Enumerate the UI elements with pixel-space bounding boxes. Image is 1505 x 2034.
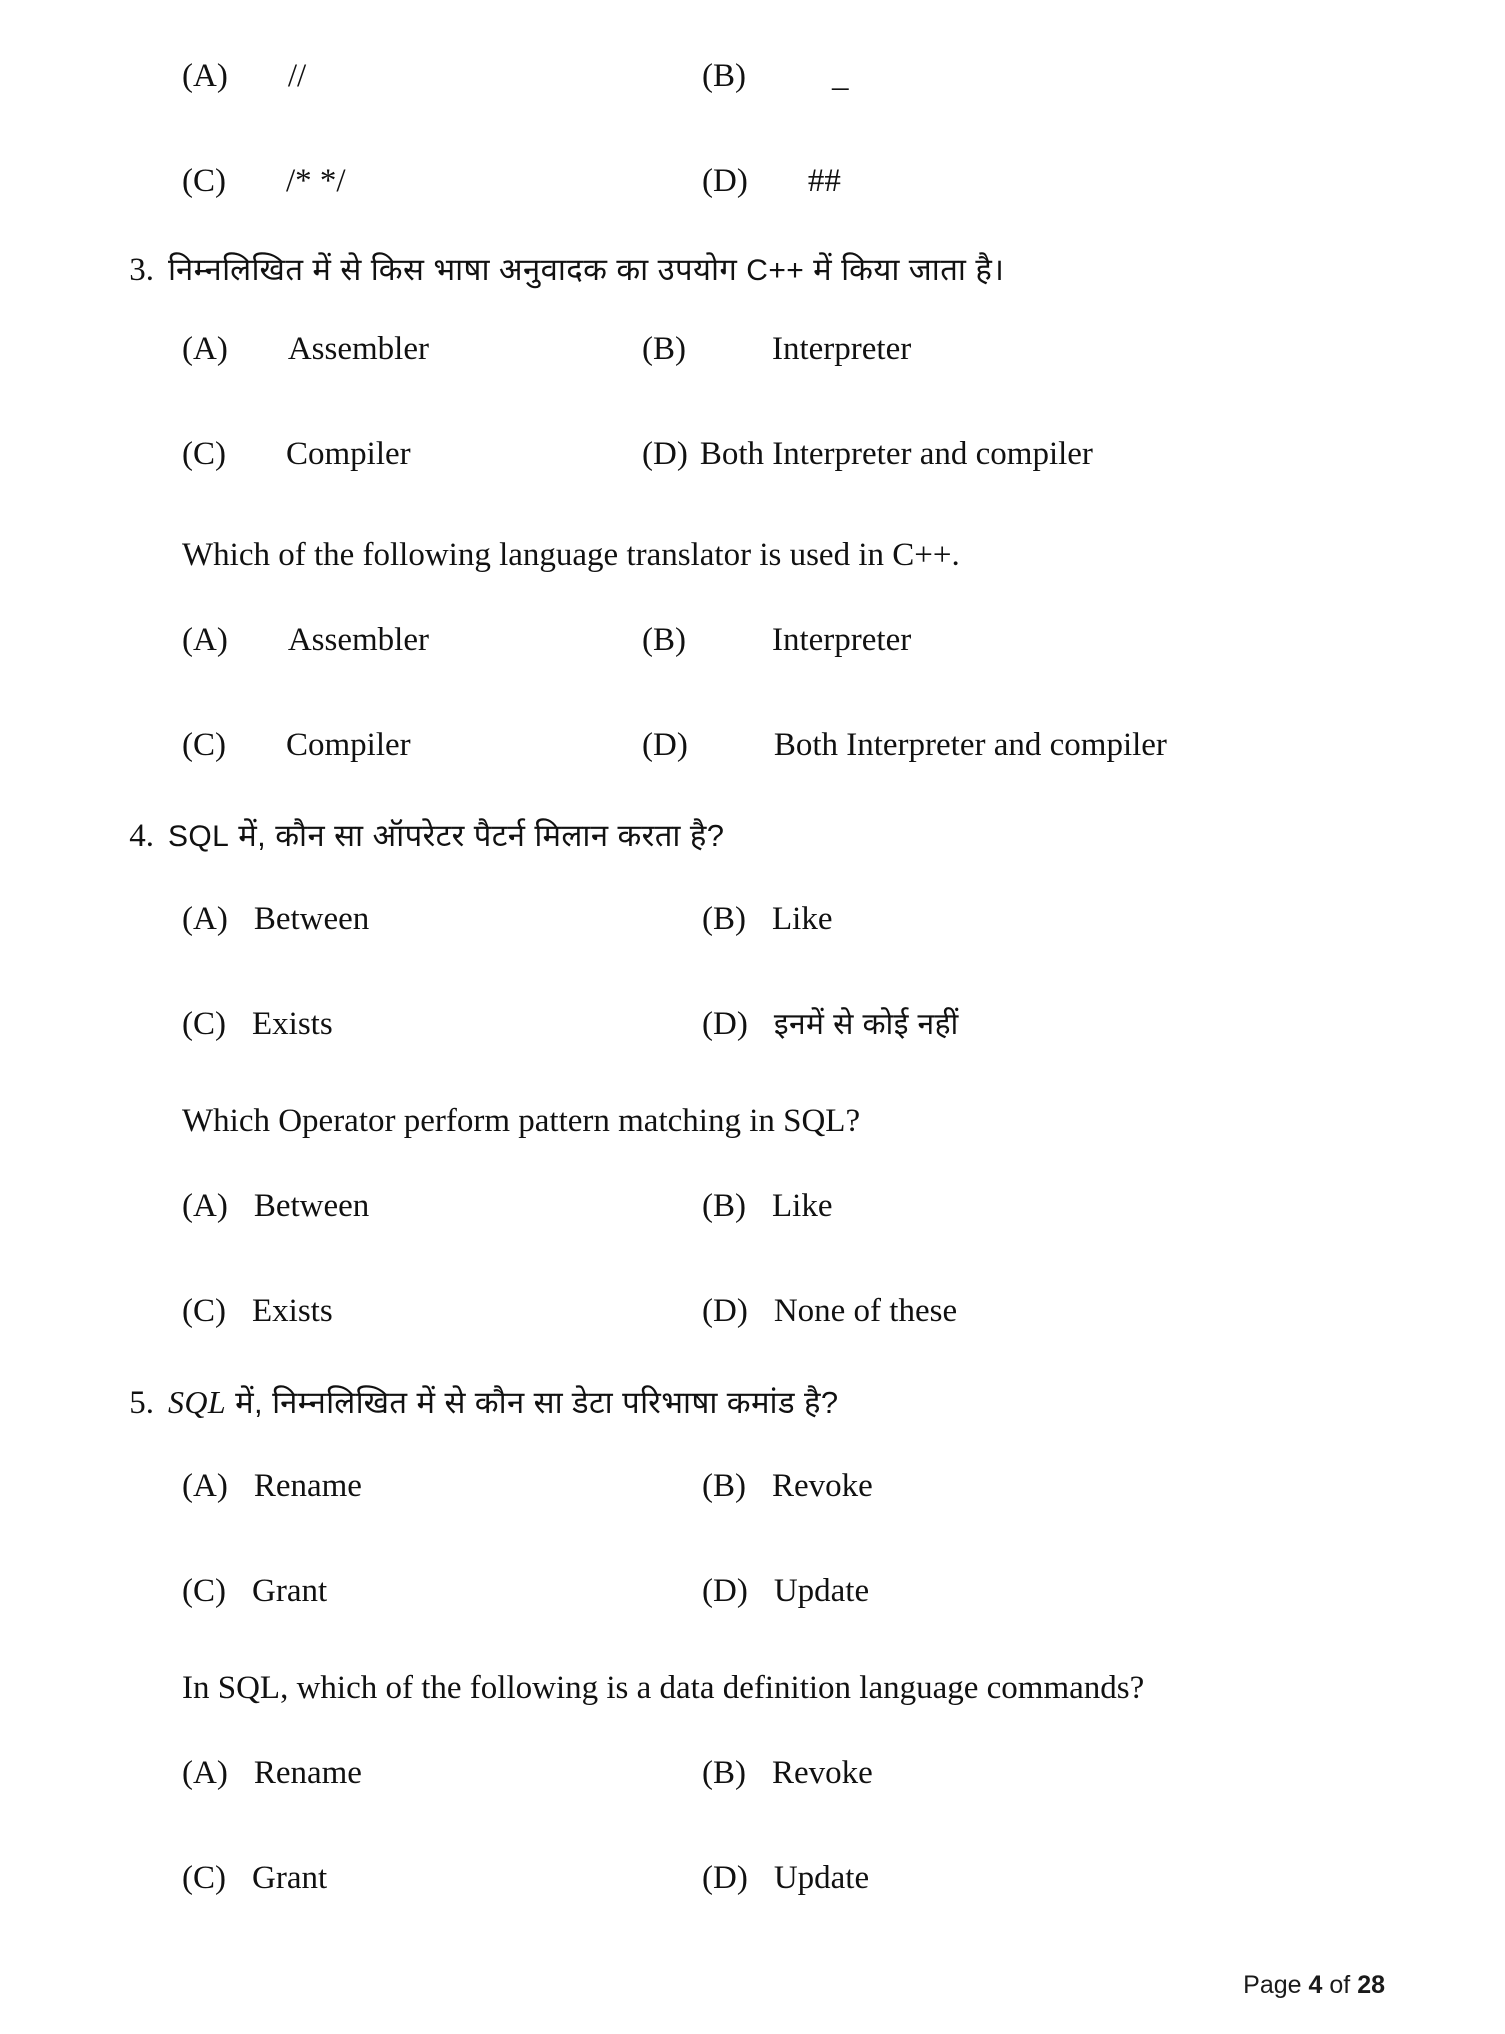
spacer bbox=[120, 366, 1385, 438]
option-a-tag: (A) bbox=[182, 58, 228, 94]
option-b-text: Interpreter bbox=[772, 622, 912, 658]
spacer bbox=[120, 1041, 1385, 1103]
q5-option-b[interactable] bbox=[702, 1470, 873, 1503]
option-b-tag: (B) bbox=[702, 1188, 746, 1224]
question-3-number: 3. bbox=[129, 252, 154, 288]
question-5-hindi-text bbox=[168, 1386, 838, 1418]
option-a-text: Rename bbox=[253, 1755, 362, 1791]
option-a-tag: (A) bbox=[182, 1188, 228, 1224]
q4-english-option-row-cd bbox=[182, 1295, 1385, 1328]
question-4-hindi-stem bbox=[120, 820, 1385, 853]
hindi-stem-pre: निम्नलिखित में से किस भाषा अनुवादक का उपयोग bbox=[168, 252, 747, 287]
option-d-text: Both Interpreter and compiler bbox=[699, 436, 1093, 472]
option-d-tag: (D) bbox=[702, 1006, 748, 1042]
q5-option-a[interactable] bbox=[182, 1470, 702, 1503]
q4-option-b[interactable] bbox=[702, 903, 832, 936]
question-3-english-stem: Which of the following language translator is used in C++. bbox=[182, 537, 960, 573]
q5-en-option-c[interactable] bbox=[182, 1862, 702, 1895]
spacer bbox=[120, 93, 1385, 165]
question-5 bbox=[120, 1386, 1385, 1895]
question-3-hindi-stem bbox=[120, 254, 1385, 287]
option-d-text: Both Interpreter and compiler bbox=[773, 727, 1167, 763]
q3-en-option-a[interactable] bbox=[182, 624, 642, 657]
q3-option-c[interactable] bbox=[182, 438, 642, 471]
q4-en-option-c[interactable] bbox=[182, 1295, 702, 1328]
question-5-number: 5. bbox=[129, 1385, 154, 1421]
option-d-text: ## bbox=[807, 163, 841, 199]
option-c-tag: (C) bbox=[182, 1293, 226, 1329]
spacer bbox=[120, 1140, 1385, 1190]
carryover-options-block bbox=[120, 60, 1385, 198]
option-c-tag: (C) bbox=[182, 1860, 226, 1896]
spacer bbox=[120, 1420, 1385, 1470]
option-c-text: Compiler bbox=[286, 436, 411, 472]
option-b-tag: (B) bbox=[702, 58, 746, 94]
option-c-text: Grant bbox=[252, 1573, 328, 1609]
option-a-text: Between bbox=[253, 1188, 370, 1224]
option-c-text: Exists bbox=[252, 1006, 333, 1042]
spacer bbox=[120, 657, 1385, 729]
option-a-text: Assembler bbox=[287, 622, 429, 658]
hindi-stem-latin: SQL bbox=[168, 1384, 227, 1420]
q5-english-option-row-ab bbox=[182, 1757, 1385, 1790]
footer-prefix: Page bbox=[1243, 1971, 1302, 1999]
question-4-hindi-text bbox=[168, 820, 724, 852]
option-a[interactable] bbox=[182, 60, 702, 93]
option-b-text: Like bbox=[772, 1188, 833, 1224]
option-b-text: Revoke bbox=[772, 1468, 873, 1504]
option-a-tag: (A) bbox=[182, 331, 228, 367]
option-c-tag: (C) bbox=[182, 436, 226, 472]
option-a-text: Rename bbox=[253, 1468, 362, 1504]
q3-english-option-row-ab bbox=[182, 624, 1385, 657]
hindi-stem-latin: C++ bbox=[746, 254, 805, 287]
question-5-english-stem: In SQL, which of the following is a data definition language commands? bbox=[182, 1670, 1145, 1706]
option-c-tag: (C) bbox=[182, 1006, 226, 1042]
option-d-text: None of these bbox=[773, 1293, 958, 1329]
option-b-tag: (B) bbox=[702, 1755, 746, 1791]
q4-hindi-option-row-ab bbox=[182, 903, 1385, 936]
option-c[interactable] bbox=[182, 165, 702, 198]
option-c-tag: (C) bbox=[182, 1573, 226, 1609]
option-a-tag: (A) bbox=[182, 1468, 228, 1504]
option-c-tag: (C) bbox=[182, 727, 226, 763]
q4-en-option-a[interactable] bbox=[182, 1190, 702, 1223]
q4-hindi-option-row-cd bbox=[182, 1008, 1385, 1041]
q3-english-option-row-cd bbox=[182, 729, 1385, 762]
question-3 bbox=[120, 254, 1385, 762]
option-c-text: /* */ bbox=[286, 163, 346, 199]
hindi-stem-post: में, कौन सा ऑपरेटर पैटर्न मिलान करता है? bbox=[229, 818, 725, 853]
q3-en-option-b[interactable] bbox=[642, 624, 911, 657]
q5-en-option-b[interactable] bbox=[702, 1757, 873, 1790]
option-d[interactable] bbox=[702, 165, 841, 198]
option-b-tag: (B) bbox=[642, 622, 686, 658]
option-a-tag: (A) bbox=[182, 622, 228, 658]
option-b-text: _ bbox=[832, 58, 849, 94]
q4-option-c[interactable] bbox=[182, 1008, 702, 1041]
option-d-tag: (D) bbox=[702, 163, 748, 199]
option-b-text: Like bbox=[772, 901, 833, 937]
option-d-tag: (D) bbox=[642, 727, 688, 763]
q3-option-a[interactable] bbox=[182, 333, 642, 366]
footer-middle: of bbox=[1329, 1971, 1351, 1999]
q3-option-d[interactable] bbox=[642, 438, 1093, 471]
q4-option-d[interactable] bbox=[702, 1008, 959, 1041]
q5-english-option-row-cd bbox=[182, 1862, 1385, 1895]
option-d-text: Update bbox=[773, 1860, 870, 1896]
option-c-text: Exists bbox=[252, 1293, 333, 1329]
option-a-text: Between bbox=[253, 901, 370, 937]
q5-option-d[interactable] bbox=[702, 1575, 869, 1608]
option-a-text: // bbox=[287, 58, 307, 94]
option-d-tag: (D) bbox=[702, 1860, 748, 1896]
option-row-ab bbox=[182, 60, 1385, 93]
option-d-text: इनमें से कोई नहीं bbox=[773, 1008, 959, 1041]
q4-option-a[interactable] bbox=[182, 903, 702, 936]
question-3-hindi-text bbox=[168, 254, 1004, 286]
spacer bbox=[120, 471, 1385, 537]
q3-option-b[interactable] bbox=[642, 333, 911, 366]
q3-en-option-d[interactable] bbox=[642, 729, 1167, 762]
option-b-tag: (B) bbox=[642, 331, 686, 367]
footer-total-pages: 28 bbox=[1357, 1971, 1385, 1999]
q5-hindi-option-row-cd bbox=[182, 1575, 1385, 1608]
spacer bbox=[120, 1503, 1385, 1575]
option-b-tag: (B) bbox=[702, 901, 746, 937]
q3-hindi-option-row-cd bbox=[182, 438, 1385, 471]
option-c-text: Compiler bbox=[286, 727, 411, 763]
spacer bbox=[120, 574, 1385, 624]
option-b-tag: (B) bbox=[702, 1468, 746, 1504]
hindi-stem-latin: SQL bbox=[168, 820, 230, 853]
option-d-tag: (D) bbox=[702, 1293, 748, 1329]
option-c-text: Grant bbox=[252, 1860, 328, 1896]
question-4 bbox=[120, 820, 1385, 1328]
q5-option-c[interactable] bbox=[182, 1575, 702, 1608]
hindi-stem-post: में किया जाता है। bbox=[804, 252, 1005, 287]
spacer bbox=[120, 287, 1385, 333]
option-b[interactable] bbox=[702, 60, 849, 93]
q5-en-option-d[interactable] bbox=[702, 1862, 869, 1895]
spacer bbox=[120, 1707, 1385, 1757]
option-a-text: Assembler bbox=[287, 331, 429, 367]
option-d-tag: (D) bbox=[702, 1573, 748, 1609]
footer-page-number: 4 bbox=[1308, 1971, 1323, 1999]
option-c-tag: (C) bbox=[182, 163, 226, 199]
option-row-cd bbox=[182, 165, 1385, 198]
spacer bbox=[120, 1608, 1385, 1670]
spacer bbox=[120, 1790, 1385, 1862]
option-b-text: Interpreter bbox=[772, 331, 912, 367]
option-a-tag: (A) bbox=[182, 901, 228, 937]
spacer bbox=[120, 853, 1385, 903]
option-b-text: Revoke bbox=[772, 1755, 873, 1791]
question-4-number: 4. bbox=[129, 818, 154, 854]
q4-en-option-d[interactable] bbox=[702, 1295, 957, 1328]
hindi-stem-post: में, निम्नलिखित में से कौन सा डेटा परिभाषा कमांड है? bbox=[226, 1385, 839, 1420]
page-footer bbox=[1243, 1971, 1385, 2000]
q5-en-option-a[interactable] bbox=[182, 1757, 702, 1790]
option-d-tag: (D) bbox=[642, 436, 688, 472]
spacer bbox=[120, 936, 1385, 1008]
q4-english-option-row-ab bbox=[182, 1190, 1385, 1223]
q3-en-option-c[interactable] bbox=[182, 729, 642, 762]
q5-hindi-option-row-ab bbox=[182, 1470, 1385, 1503]
q3-hindi-option-row-ab bbox=[182, 333, 1385, 366]
option-d-text: Update bbox=[773, 1573, 870, 1609]
question-5-hindi-stem bbox=[120, 1386, 1385, 1420]
spacer bbox=[120, 1223, 1385, 1295]
option-a-tag: (A) bbox=[182, 1755, 228, 1791]
question-4-english-stem: Which Operator perform pattern matching in SQL? bbox=[182, 1103, 861, 1139]
q4-en-option-b[interactable] bbox=[702, 1190, 832, 1223]
